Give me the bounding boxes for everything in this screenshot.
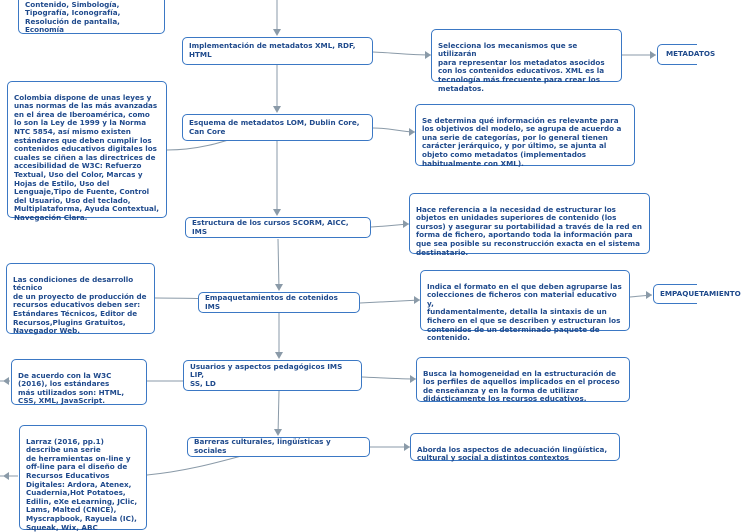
desc-content-packaging[interactable] (420, 270, 630, 343)
node-text: Estructura de los cursos SCORM, AICC, IMS (192, 217, 349, 236)
spine-connector (278, 239, 279, 290)
node-text: EMPAQUETAMIENTO (660, 288, 741, 298)
desc-course-structure[interactable] (409, 193, 650, 257)
note-text: Larraz (2016, pp.1) describe una serie de herramientas on-line y off-line para el diseño de Recursos Educativos Digitales: Ardora, Atenex, Cuadernia,Hot Potatoes, Edilin, eXe eLearning, JClic, Lams, Malted (CNICE), Myscrapbook, Rayuela (IC), Squeak, Wix, ABC (26, 436, 138, 532)
node-metadata-implementation[interactable] (182, 37, 373, 65)
node-barriers[interactable] (187, 437, 370, 457)
branch-connector (362, 377, 416, 379)
desc-metadata-implementation[interactable] (431, 29, 622, 93)
branch-connector (360, 300, 420, 303)
node-text: METADATOS (666, 49, 716, 59)
note-text: De acuerdo con la W3C (2016), los estándares más utilizados son: HTML, CSS, XML, JavaScript. (18, 370, 125, 406)
note-design-aspects[interactable] (18, 0, 165, 34)
node-text: Esquema de metadatos LOM, Dublin Core, Can Core (189, 117, 360, 136)
node-text: Seleccionа los mecanismos que se utilizarán para representar los metadatos asocidos con los contenidos educativos. XML es la tecnología más frecuente para crear los metadatos. (438, 40, 605, 93)
node-text: Busca la homogeneidad en la estructuración de los perfiles de aquellos implicados en el proceso de enseñanza y en la forma de utilizar didácticamente los recursos educativos. (423, 368, 620, 404)
node-empaquetamiento[interactable] (653, 284, 741, 304)
desc-metadata-schema[interactable] (415, 104, 635, 166)
node-users-pedagogy[interactable] (183, 360, 362, 391)
node-text: Aborda los aspectos de adecuación lingüística, cultural y social a distintos contextos (417, 444, 608, 463)
note-text: Contenido, Simbología, Tipografía, Iconografía, Resolución de pantalla, Economía (25, 0, 121, 35)
node-content-packaging[interactable] (198, 292, 360, 313)
branch-connector (373, 52, 431, 55)
spine-connector (278, 391, 279, 435)
branch-connector (373, 128, 415, 132)
note-text: Colombia dispone de unas leyes y unas normas de las más avanzadas en el área de Iberoamérica, como lo son la Ley de 1999 y la Norma NTC 5854, así mismo existen estándares que deben cumplir los contenidos educativos digitales los cuales se ciñen a las directrices de accesibilidad de W3C: Refuerzo Textual, Uso del Color, Marcas y Hojas de Estilo, Uso del Lenguaje,Tipo de Fuente, Control del Usuario, Uso del teclado, Multiplataforma, Ayuda Contextual, Navegación Clara. (14, 92, 160, 222)
node-text: Se determina qué información es relevante para los objetivos del modelo, se agrupa de acuerdo a una serie de categorías, por lo general tienen carácter jerárquico, y por último, se ajunta al objeto como metadatos (implementados habitualmente con XML). (422, 115, 622, 168)
note-technical-conditions[interactable] (6, 263, 155, 334)
note-larraz-tools[interactable] (19, 425, 147, 530)
node-text: Implementación de metadatos XML, RDF, HTML (189, 41, 356, 59)
desc-barriers[interactable] (410, 433, 620, 461)
note-w3c-standards[interactable] (11, 359, 147, 405)
note-text: Las condiciones de desarrollo técnico de un proyecto de producción de recursos educativos deben ser: Estándares Técnicos, Editor de Recursos,Plugins Gratuitos, Navegador Web. (13, 274, 147, 336)
node-course-structure[interactable] (185, 217, 371, 238)
node-text: Hace referencia a la necesidad de estructurar los objetos en unidades superiores de contenido (los cursos) y asegurar su portabilidad a través de la red en forma de fichero, aportando toda la información para que sea posible su reconstrucción exacta en el sistema destinatario. (416, 204, 643, 257)
node-text: Usuarios y aspectos pedagógicos IMS LIP, SS, LD (190, 361, 343, 388)
node-text: Barreras culturales, lingüísticas y sociales (194, 437, 331, 455)
note-colombia-standards[interactable] (7, 81, 167, 222)
node-text: Empaquetamientos de cotenidos IMS (205, 292, 338, 311)
desc-users-pedagogy[interactable] (416, 357, 630, 402)
node-metadatos[interactable] (657, 44, 716, 65)
node-metadata-schema[interactable] (182, 114, 373, 141)
node-text: Indica el formato en el que deben agruparse las colecciones de ficheros con material educativo y, fundamentalmente, detalla la sintaxis de un fichero en el que se describen y estructuran los contenidos de un determinado paquete de contenido. (427, 281, 622, 343)
